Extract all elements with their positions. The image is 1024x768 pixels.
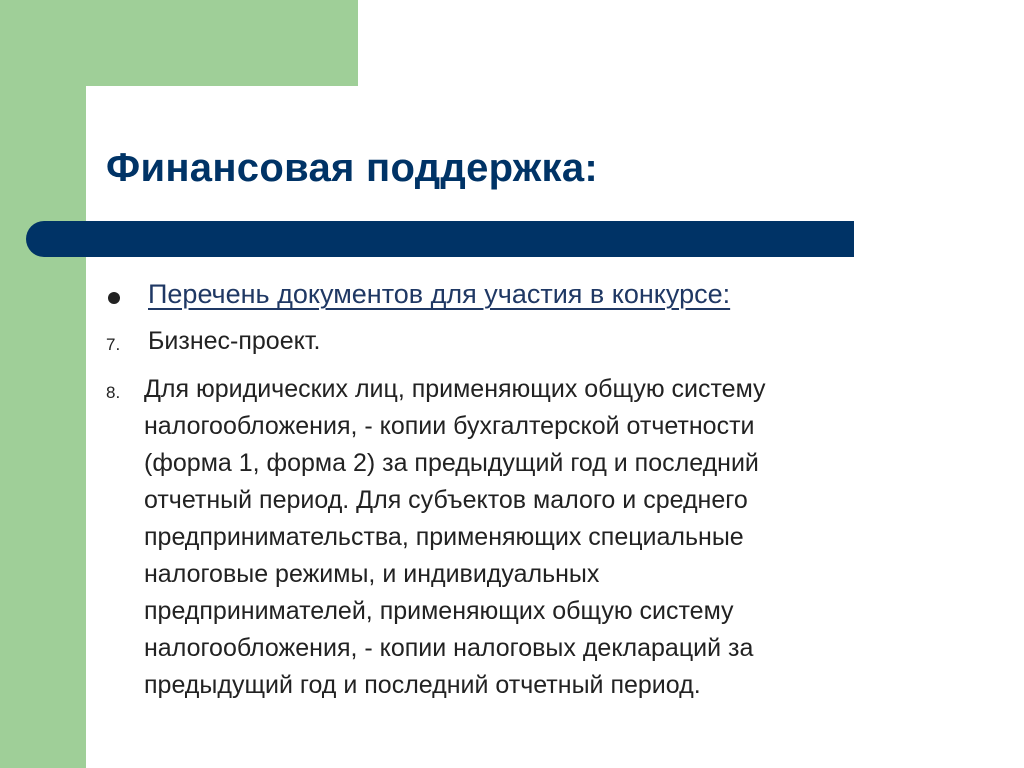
item-number: 8. [106, 383, 121, 402]
left-green-band [0, 0, 86, 768]
slide-body [106, 275, 946, 704]
item-line: налоговые режимы, и индивидуальных [144, 560, 600, 588]
item-line: отчетный период. Для субъектов малого и среднего [144, 486, 748, 514]
item-line: налогообложения, - копии налоговых деклараций за [144, 634, 754, 662]
bullet-dot-icon [108, 292, 120, 304]
documents-list-link[interactable]: Перечень документов для участия в конкурсе: [148, 279, 731, 309]
item-line: налогообложения, - копии бухгалтерской отчетности [144, 412, 755, 440]
title-underline-bar [26, 221, 854, 257]
item-number: 7. [106, 335, 121, 354]
item-line: (форма 1, форма 2) за предыдущий год и последний [144, 449, 759, 477]
item-text [148, 323, 320, 360]
item-line: Бизнес-проект. [148, 327, 321, 355]
bullet-item [106, 275, 946, 319]
slide-title: Финансовая поддержка: [106, 146, 598, 190]
item-line: предпринимателей, применяющих общую систему [144, 597, 734, 625]
item-line: предпринимательства, применяющих специальные [144, 523, 744, 551]
item-text [144, 371, 934, 704]
top-green-block [0, 0, 358, 86]
item-line: Для юридических лиц, применяющих общую систему [144, 375, 766, 403]
item-line: предыдущий год и последний отчетный период. [144, 671, 701, 699]
numbered-item-7 [106, 323, 946, 363]
numbered-item-8 [106, 371, 946, 704]
